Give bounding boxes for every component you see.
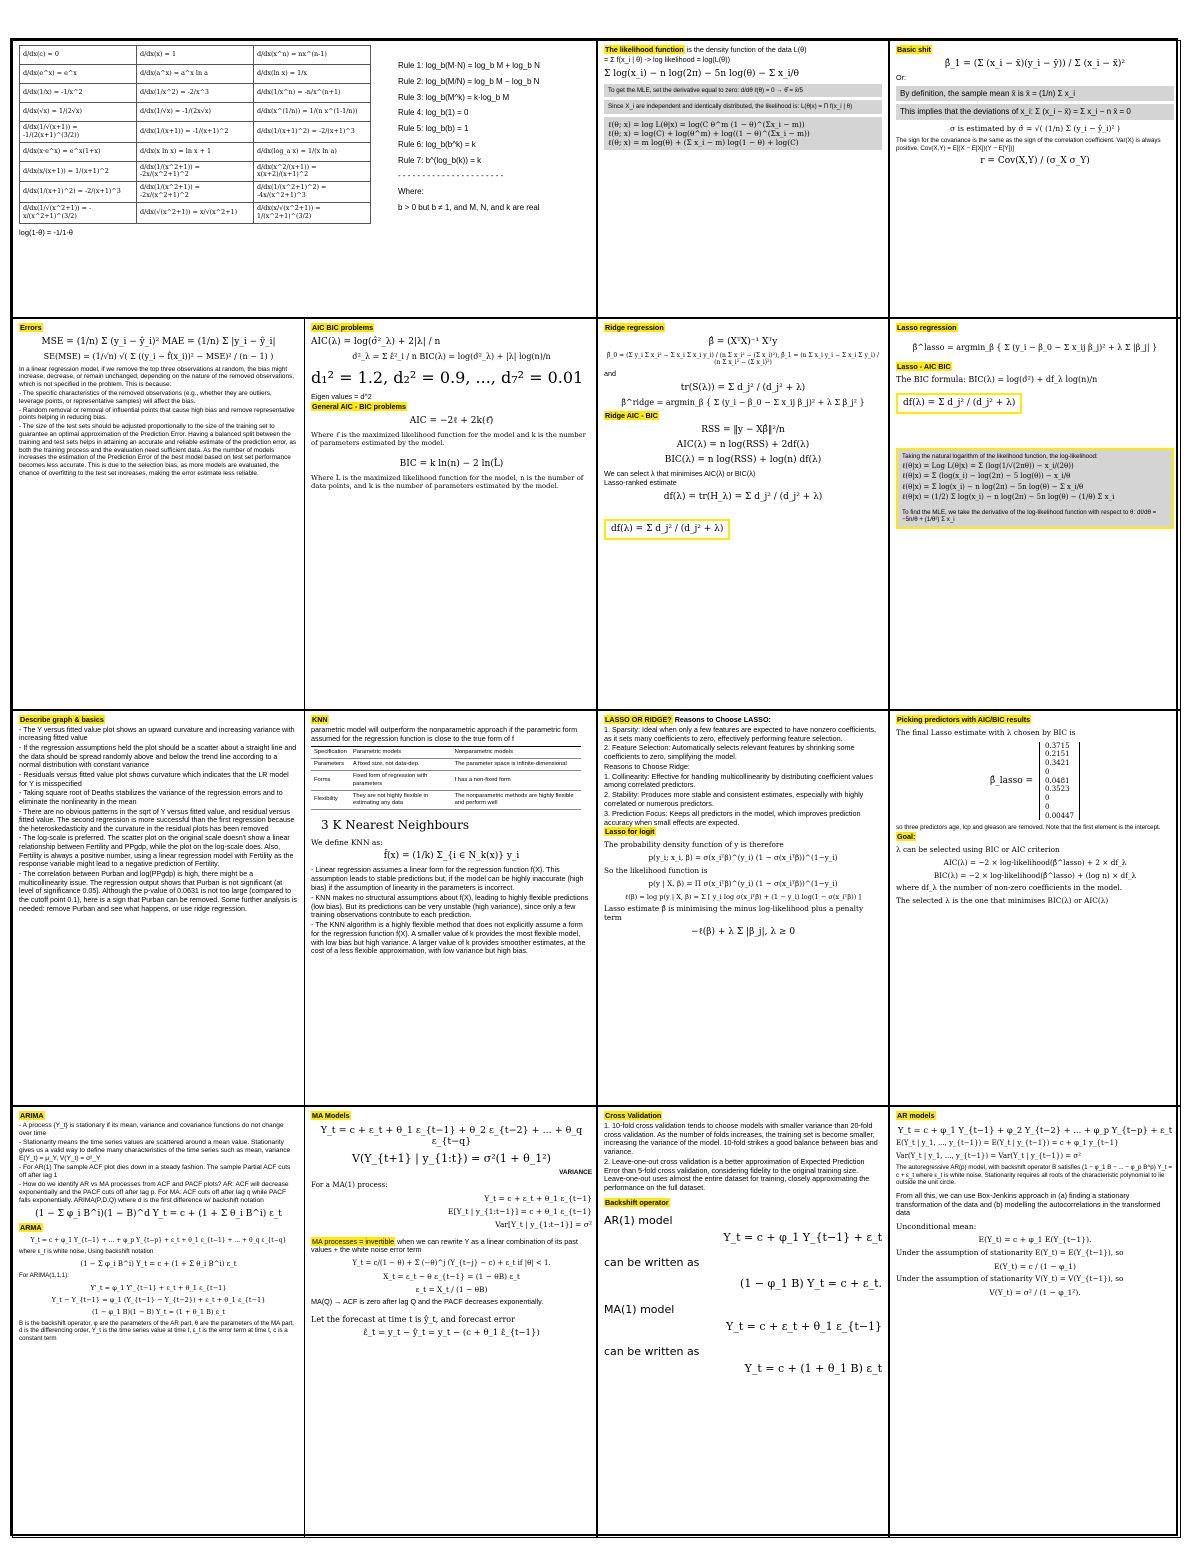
- ar-eq1: Y_t = c + φ_1 Y_{t−1} + φ_2 Y_{t−2} + ... + φ_p Y_{t−p} + ε_t: [897, 1124, 1173, 1135]
- predictors-txt2: so three predictors age, lcp and gleason are removed. Note that the first element is the intercept.: [896, 824, 1161, 832]
- knn-eq: f̂(x) = (1/k) Σ_{i ∈ N_k(x)} y_i: [383, 851, 520, 862]
- table-row: [311, 790, 581, 809]
- paragraph: - The size of the test sets should be adjusted proportionally to the size of the training set to guarantee an optimal approximation of the Prediction Error. Having a balanced split between the training and test sets helps in attaining an accurate and reliable estimate of the prediction error, as both the training process and the evaluation need sufficient data. As the number of models increases the estimation of the Prediction Error of the best model based on test set performance becomes less accurate. This is due to the selection bias, as more models are evaluated, the chance of overfitting to the test set increases, making the error estimate less reliable.: [19, 423, 297, 478]
- graph-paragraphs: [19, 726, 298, 913]
- derivative-formula: d/dx(e^x) = e^x: [20, 65, 137, 84]
- logit-eq4: −ℓ(β) + λ Σ |β_j|, λ ≥ 0: [690, 926, 796, 937]
- arma-title: ARMA: [20, 1223, 42, 1233]
- paragraph: - If the regression assumptions held the plot should be a scatter about a straight line and the data should be spread randomly above and below the trend line according to a normal distribution with constant variance: [19, 744, 297, 770]
- derivative-formula: d/dx(1/(x^2+1)^2) = -4x/(x^2+1)^3: [254, 182, 371, 203]
- ma-txt3: MA(Q) → ACF is zero after lag Q and the PACF decreases exponentially.: [311, 1296, 544, 1306]
- arma-txt3: B is the backshift operator, φ are the parameters of the AR part, θ are the parameters of the MA part, d is the differencing order, Y_t is the time series value at time t, ε_t is the error term at time t, c is a constant term: [19, 1319, 295, 1343]
- aic-eq4: BIC = k ln(n) − 2 ln(L̂): [399, 459, 504, 470]
- arima-cell: [13, 1107, 305, 1537]
- ma-variance-label: VARIANCE: [559, 1169, 592, 1177]
- basic-cell: [889, 40, 1181, 318]
- log-rule: Rule 2: log_b(M/N) = log_b M − log_b N: [398, 76, 540, 86]
- basic-note: The sign for the covariance is the same as the sign of the correlation coefficient. Var(X) is always positive. Cov(X,Y) = E[(X − E[X])(Y − E[Y])]: [896, 137, 1161, 152]
- lasso-vector-label: β̂_lasso =: [990, 775, 1034, 786]
- ar-eq6: V(Y_t) = σ² / (1 − φ_1²).: [989, 1287, 1081, 1297]
- table-cell: Flexibility: [311, 790, 350, 809]
- derivative-formula: d/dx(x^2/(x+1)) = x(x+2)/(x+1)^2: [254, 161, 371, 182]
- ma-eq5a: X_t = ε_t − θ ε_{t−1} = (1 − θB) ε_t: [383, 1271, 520, 1281]
- ar-eq3: Var(Y_t | y_1, ..., y_{t−1}) = Var(Y_t | y_{t−1}) = σ²: [896, 1151, 1081, 1160]
- ma-eq5b: ε_t = X_t / (1 − θB): [415, 1284, 488, 1294]
- backshift-block: [604, 1214, 882, 1376]
- lasso-or-ridge-cell: [597, 710, 889, 1106]
- log-rule: Rule 4: log_b(1) = 0: [398, 108, 469, 118]
- likelihood-eq2c: ℓ(θ; x) = m log(θ) + (Σ x_i − m) log(1 − θ) + log(C): [608, 137, 799, 147]
- backshift-l4: can be written as: [604, 1344, 700, 1358]
- likelihood-line2: = Σ f(x_i | θ) -> log likelihood = log(L(θ)): [604, 54, 730, 64]
- paragraph: - Residuals versus fitted value plot shows curvature which indicates that the LR model for Y is misspecified: [19, 770, 289, 788]
- paragraph: - Stationarity means the time series values are scattered around a mean value. Stationarity gives us a valid way to define many characteristics of the time series such as mean, variance E(Y_t) = μ_Y, V(Y_t) = σ²_Y: [19, 1138, 291, 1162]
- paragraph: Reasons to Choose Ridge:: [604, 761, 690, 771]
- derivative-formula: d/dx(1/√x) = -1/(2x√x): [137, 103, 254, 122]
- ma-eq2: V(Y_{t+1} | y_{1:t}) = σ²(1 + θ_1²): [352, 1151, 551, 1165]
- log-rule: Rule 5: log_b(b) = 1: [398, 124, 469, 133]
- derivative-row: [20, 161, 371, 182]
- paragraph: - There are no obvious patterns in the sqrt of Y versus fitted value, and residual versus fitted value. The second regression is more successful than the first regression because the heteroskedasticity and the curvature in the residual plots has been removed: [19, 807, 295, 833]
- ar-txt3: Under the assumption of stationarity E(Y_t) = E(Y_{t−1}), so: [896, 1247, 1124, 1257]
- coefficient-value: 0.3715: [1045, 741, 1070, 750]
- table-header: Parametric models: [350, 747, 452, 759]
- likelihood-derivation: [604, 117, 882, 150]
- derivative-formula: d/dx(1/x) = -1/x^2: [20, 84, 137, 103]
- arima-paragraphs: [19, 1122, 298, 1205]
- cv-paragraphs: [604, 1122, 882, 1193]
- lasso-coefficient-vector: [1039, 742, 1080, 821]
- derivative-formula: d/dx(x ln x) = ln x + 1: [137, 142, 254, 161]
- coefficient-value: 0: [1045, 794, 1050, 803]
- errors-cell: [13, 319, 305, 709]
- backshift-l3: MA(1) model: [604, 1302, 675, 1316]
- loglik-line: ℓ(θ|x) = Σ log(x_i) − n log(2π) − 5n log(θ) − Σ x_i/θ: [902, 482, 1084, 491]
- aic-where2: Where L̂ is the maximized likelihood function for the model, n is the number of data points, and k is the number of parameters estimated by the model.: [311, 474, 584, 491]
- arima-ma-container: [12, 1106, 597, 1538]
- ma-eq3a: Y_t = c + ε_t + θ_1 ε_{t−1}: [484, 1193, 592, 1203]
- paragraph: - The specific characteristics of the removed observations (e.g., whether they are outliers, leverage points, or representative samples) will affect the bias.: [19, 389, 272, 405]
- paragraph: 1. Collinearity: Effective for handling multicollinearity by distributing coefficient values among correlated predictors.: [604, 771, 874, 790]
- table-cell: Forms: [311, 771, 350, 790]
- paragraph: 2. Leave-one-out cross validation is a better approximation of Expected Prediction Error than 5-fold cross validation, considering fidelity to the original training size. Leave-one-out uses almost the entire dataset for training, closely approximating the performance on the full dataset.: [604, 1156, 870, 1193]
- logit-txt2: So the likelihood function is: [604, 865, 708, 875]
- log-rule: Rule 3: log_b(M^k) = k·log_b M: [398, 92, 510, 102]
- goal-title: Goal:: [897, 831, 916, 841]
- table-header: Nonparametric models: [452, 747, 581, 759]
- table-cell: Parameters: [311, 759, 350, 771]
- coefficient-value: 0.3523: [1045, 785, 1070, 794]
- derivative-formula: d/dx(ln x) = 1/x: [254, 65, 371, 84]
- arma-eq3: (1 − Σ φ_i B^i) Y_t = c + (1 + Σ θ_i B^i) ε_t: [80, 1259, 237, 1268]
- knn-comparison-table: [311, 746, 581, 809]
- ar-eq2: E(Y_t | y_1, ..., y_{t−1}) = E(Y_t | y_{t−1}) = c + φ_1 y_{t−1}: [896, 1139, 1119, 1148]
- predictors-bic: BIC(λ) = −2 × log-likelihood(β̂^lasso) + (log n) × df_λ: [933, 870, 1137, 880]
- ar-title: AR models: [897, 1111, 935, 1120]
- likelihood-title: The likelihood function: [605, 45, 684, 54]
- table-cell: They are not highly flexible in estimating any data: [350, 790, 452, 809]
- arma-eq4b: Y_t − Y_{t−1} = φ_1 (Y_{t−1} − Y_{t−2}) + ε_t + θ_1 ε_{t−1}: [51, 1295, 266, 1304]
- lasso-logit-title: Lasso for logit: [605, 827, 655, 837]
- paragraph: - Random removal or removal of influential points that cause high bias and remove representative points helping in reducing bias.: [19, 406, 295, 422]
- lasso-gray-end: To find the MLE, we take the derivative of the log-likelihood function with respect to θ: dℓ/dθ = −5n/θ + (1/θ²) Σ x_i: [902, 508, 1157, 524]
- table-header: Specification: [311, 747, 350, 759]
- lassoridge-title-rest: Reasons to Choose LASSO:: [672, 715, 771, 724]
- log-rule: Rule 1: log_b(M·N) = log_b M + log_b N: [398, 61, 540, 70]
- ridge-df-box: df(λ) = Σ d_j² / (d_j² + λ): [604, 519, 730, 540]
- log-rule: Where:: [398, 187, 424, 196]
- cheat-sheet-grid: [10, 38, 1178, 1536]
- knn-def: We define KNN as:: [311, 838, 383, 848]
- loglik-line: ℓ(θ|x) = Log L(θ|x) = Σ (log(1/√(2πθ)) − x_i/(2θ)): [902, 461, 1074, 470]
- ma-eq3c: Var[Y_t | y_{1:t−1}] = σ²: [495, 1220, 592, 1230]
- likelihood-eq2b: ℓ(θ; x) = log(C) + log(θ^m) + log((1 − θ)^(Σx_i − m)): [608, 128, 810, 138]
- paragraph: - The correlation between Purban and log(PPgdp) is high, there might be a multicollinearity issue. The regression output shows that Purban is not significant (at level of significance 0.05). Although the p-value of 0.0631 is not too large (compared to the cutoff point 0.1), here is a sign that Purban can be removed. Some further analysis is needed: remove Purban and see what happens, or use ridge regression.: [19, 870, 297, 913]
- ma-txt2: when we can rewrite Y as a linear combination of its past values + the white noise error term: [311, 1236, 578, 1255]
- arma-eq4c: (1 − φ_1 B)(1 − B) Y_t = (1 + θ_1 B) ε_t: [91, 1307, 226, 1316]
- table-cell: Fixed form of regression with parameters: [350, 771, 452, 790]
- aic-eq1: AIC(λ) = log(σ̂²_λ) + 2|λ| / n: [311, 336, 441, 347]
- arma-txt1: where ε_t is white noise, Using backshift notation: [19, 1248, 154, 1256]
- lasso-gray-box: [896, 448, 1174, 529]
- paragraph: - For AR(1) The sample ACF plot dies down in a steady fashion. The sample Partial ACF cuts off after lag 1: [19, 1163, 291, 1179]
- aic-subtitle: General AIC - BIC problems: [312, 401, 406, 411]
- derivative-row: [20, 65, 371, 84]
- aic-eigen-label: Eigen values = d^2: [311, 392, 372, 402]
- backshift-e1: Y_t = c + φ_1 Y_{t−1} + ε_t: [723, 1231, 882, 1244]
- paragraph: - The Y versus fitted value plot shows an upward curvature and increasing variance with increasing fitted value: [19, 725, 295, 743]
- lassoridge-title: LASSO OR RIDGE?: [605, 715, 672, 724]
- lasso-cell: [889, 318, 1181, 710]
- aic-eigenvalues: d₁² = 1.2, d₂² = 0.9, ..., d₇² = 0.01: [311, 367, 584, 387]
- logit-eq1: p(y_i; x_i, β) = σ(x_iᵀβ)^(y_i) (1 − σ(x_iᵀβ))^(1−y_i): [648, 853, 838, 863]
- lasso-gray-title: Taking the natural logarithm of the likelihood function, the log-likelihood:: [902, 453, 1098, 461]
- derivative-formula: d/dx(√x) = 1/(2√x): [20, 103, 137, 122]
- ar-eq4: E(Y_t) = c + φ_1 E(Y_{t−1}).: [978, 1235, 1092, 1245]
- log-rule: Rule 6: log_b(b^k) = k: [398, 139, 476, 149]
- ar-txt2: Unconditional mean:: [896, 1222, 977, 1232]
- knn-heading: 3 K Nearest Neighbours: [321, 817, 469, 832]
- ridge-cell: [597, 318, 889, 710]
- ridge-title: Ridge regression: [605, 323, 664, 332]
- coefficient-value: 0: [1045, 767, 1050, 776]
- lassoridge-paragraphs: [604, 726, 882, 828]
- predictors-txt4: where df_λ the number of non-zero coefficients in the model.: [896, 883, 1123, 893]
- basic-eq1: β̂_1 = (Σ (x_i − x̄)(y_i − ȳ)) / Σ (x_i − x̄)²: [945, 58, 1125, 69]
- ridge-eq7: BIC(λ) = n log(RSS) + log(n) df(λ): [664, 454, 822, 465]
- paragraph: - KNN makes no structural assumptions about f(X), leading to highly flexible predictions (low bias). But its predictions can be very unstable (high variance), since only a few training observations contribute to each prediction.: [311, 892, 589, 920]
- backshift-e3: Y_t = c + ε_t + θ_1 ε_{t−1}: [725, 1319, 882, 1333]
- graph-title: Describe graph & basics: [20, 715, 104, 724]
- table-row: [311, 759, 581, 771]
- ar-eq5: E(Y_t) = c / (1 − φ_1): [993, 1261, 1077, 1271]
- paragraph: - The log-scale is preferred. The scatter plot on the original scale doesn't show a linear relationship between Fertility and PPgdp, while the plot on the log-scale does. Also, Fertility is always a positive number, using a linear regression model with Fertility as the response variable might lead to a negative prediction of Fertility.: [19, 834, 294, 869]
- arma-txt2: For ARIMA(1,1,1):: [19, 1272, 69, 1280]
- arma-eq2: Y_t = c + φ_1 Y_{t−1} + ... + φ_p Y_{t−p} + ε_t + θ_1 ε_{t−1} + ... + θ_q ε_{t−q}: [30, 1236, 287, 1244]
- derivative-formula: d/dx(1/(x+1)^2) = -2/(x+1)^3: [254, 122, 371, 143]
- ar-note: The autoregressive AR(p) model, with backshift operator B satisfies (1 − φ_1 B − ... − φ_p B^p) Y_t = c + ε_t where ε_t is white noise. Stationarity requires all roots of the characteristic polynomial to lie outside the unit circle.: [896, 1164, 1172, 1187]
- basic-gray1: By definition, the sample mean x̄ is x̄ = (1/n) Σ x_i: [896, 86, 1174, 102]
- ma-txt4: Let the forecast at time t is ŷ_t, and forecast error: [311, 1314, 515, 1324]
- ma-cell: [305, 1107, 597, 1537]
- coefficient-value: 0: [1045, 802, 1050, 811]
- likelihood-gray2: Since X_i are independent and identically distributed, the likelihood is: L(θ|x) = Π f(x_i | θ): [604, 100, 882, 114]
- derivative-row: [20, 182, 371, 203]
- ridge-eq8: df(λ) = tr(H_λ) = Σ d_j² / (d_j² + λ): [663, 492, 823, 503]
- arima-title: ARIMA: [20, 1111, 44, 1120]
- backshift-e2: (1 − φ_1 B) Y_t = c + ε_t.: [740, 1277, 882, 1291]
- graph-knn-container: [12, 710, 597, 1106]
- derivative-formula: d/dx(x/(x+1)) = 1/(x+1)^2: [20, 161, 137, 182]
- log-rule: - - - - - - - - - - - - - - - - - - - - - -: [398, 171, 504, 181]
- ridge-eq5: RSS = ‖y − Xβ̂‖²/n: [701, 424, 785, 435]
- derivative-formula: d/dx(a^x) = a^x ln a: [137, 65, 254, 84]
- derivative-formula: d/dx(x·e^x) = e^x(1+x): [20, 142, 137, 161]
- ma-eq6: ε̂_t = y_t − ŷ_t = y_t − (c + θ_1 ε̂_{t−1}): [363, 1328, 540, 1339]
- paragraph: 2. Stability: Produces more stable and consistent estimates, especially with highly correlated or numerous predictors.: [604, 790, 864, 809]
- ridge-subtitle: Ridge AIC - BIC: [605, 410, 658, 420]
- knn-paragraphs: [311, 866, 592, 956]
- paragraph: 2. Feature Selection: Automatically selects relevant features by shrinking some coefficients to zero, simplifying the model.: [604, 743, 855, 762]
- basic-eq2: r = Cov(X,Y) / (σ_X σ_Y): [980, 156, 1090, 167]
- derivative-formula: d/dx(x) = 1: [137, 46, 254, 65]
- likelihood-eq1: Σ log(x_i) − n log(2π) − 5n log(θ) − Σ x_i/θ: [604, 68, 799, 79]
- lasso-vector-block: [896, 742, 1174, 821]
- predictors-txt1: The final Lasso estimate with λ chosen by BIC is: [896, 727, 1076, 737]
- errors-paragraphs: [19, 366, 298, 478]
- ridge-and: and: [604, 369, 616, 379]
- logit-eq2: p(y | X, β) = Π σ(x_iᵀβ)^(y_i) (1 − σ(x_iᵀβ))^(1−y_i): [648, 878, 838, 888]
- errors-eq2: SE(MSE) = (1/√n) √( Σ ((y_i − f̂(x_i))² − MSE)² / (n − 1) ): [43, 351, 274, 361]
- table-cell: The nonparametric methods are highly flexible and perform well: [452, 790, 581, 809]
- ridge-eq3: tr(S(λ)) = Σ d_j² / (d_j² + λ): [680, 383, 806, 394]
- errors-aic-container: [12, 318, 597, 710]
- aic-eq2: σ̂²_λ = Σ ε̂²_i / n BIC(λ) = log(σ̂²_λ) + |λ| log(n)/n: [352, 351, 551, 361]
- table-cell: f has a non-fixed form: [452, 771, 581, 790]
- lasso-df-box: df(λ) = Σ d_j² / (d_j² + λ): [896, 393, 1022, 414]
- ma-invertible: MA processes = invertible: [312, 1236, 395, 1246]
- derivative-formula: d/dx(1/√(x^2+1)) = -x/(x^2+1)^(3/2): [20, 202, 137, 223]
- logit-txt1: The probability density function of y is therefore: [604, 840, 784, 850]
- derivative-row: [20, 46, 371, 65]
- derivative-formula: d/dx(x^n) = nx^(n-1): [254, 46, 371, 65]
- ridge-eq1: β̂ = (XᵀX)⁻¹ Xᵀy: [708, 336, 778, 347]
- errors-eq1: MSE = (1/n) Σ (y_i − ŷ_i)² MAE = (1/n) Σ |y_i − ŷ_i|: [41, 336, 276, 347]
- paragraph: 1. Sparsity: Ideal when only a few features are expected to have nonzero coefficients, as it sets many coefficients to zero, effectively performing feature selection.: [604, 724, 876, 743]
- derivatives-table: [19, 45, 371, 224]
- basic-gray2: This implies that the deviations of x_i: Σ (x_i − x̄) = Σ x_i − n x̄ = 0: [896, 104, 1174, 120]
- log-rules: [398, 55, 588, 219]
- paragraph: - The KNN algorithm is a highly flexible method that does not explicitly assume a form for the regression function f(X). A smaller value of k provides the most flexible model, with low bias but high variance. A larger value of k provides smoother estimates, at the cost of a less flexible approximation, with low variance but high bias.: [311, 920, 586, 956]
- derivative-row: [20, 142, 371, 161]
- aic-eq3: AIC = −2ℓ + 2k(ℓ̂): [409, 415, 494, 426]
- derivative-formula: d/dx(1/(x+1)) = -1/(x+1)^2: [137, 122, 254, 143]
- derivative-formula: d/dx(1/√(x+1)) = -1/(2(x+1)^(3/2)): [20, 122, 137, 143]
- predictors-txt5: The selected λ is the one that minimises BIC(λ) or AIC(λ): [896, 896, 1109, 906]
- ridge-txt2: Lasso-ranked estimate: [604, 478, 677, 488]
- loglik-line: ℓ(θ|x) = Σ (log(x_i) − log(2π) − 5 log(θ)) − x_i/θ: [902, 472, 1071, 481]
- lasso-gray-lines: [902, 461, 1168, 503]
- basic-or: Or:: [896, 72, 906, 82]
- log-footer-note: log(1-θ) = -1/1-θ: [19, 227, 73, 237]
- ma-txt1: For a MA(1) process:: [311, 1180, 388, 1190]
- log-rule: Rule 7: b^(log_b(k)) = k: [398, 155, 482, 165]
- basic-title: Basic shit: [897, 45, 931, 54]
- paragraph: 3. Prediction Focus: Keeps all predictors in the model, which improves prediction accuracy when small effects are expected.: [604, 808, 861, 827]
- coefficient-value: 0.3421: [1045, 759, 1070, 768]
- errors-title: Errors: [20, 323, 42, 332]
- cross-validation-cell: [597, 1106, 889, 1538]
- logit-txt3: Lasso estimate β̂ is minimising the minus log-likelihood plus a penalty term: [604, 903, 864, 922]
- knn-cell: [305, 711, 597, 1105]
- derivative-row: [20, 122, 371, 143]
- loglik-line: ℓ(θ|x) = (1/2) Σ log(x_i) − n log(2π) − 5n log(θ) − (1/θ) Σ x_i: [902, 493, 1115, 502]
- ridge-eq4: β̂^ridge = argmin_β { Σ (y_i − β_0 − Σ x_ij β_j)² + λ Σ β_j² }: [621, 398, 865, 408]
- paragraph: - A process {Y_t} is stationary if its mean, variance and covariance functions do not change over time: [19, 1121, 284, 1137]
- likelihood-intro: is the density function of the data L(θ): [684, 45, 807, 54]
- ridge-eq2: β̂_0 = (Σ y_i Σ x_i² − Σ x_i Σ x_i y_i) / (n Σ x_i² − (Σ x_i)²), β̂_1 = (n Σ x_i y_i − Σ x_i Σ y_i) / (n Σ x_i² − (Σ x_i)²): [606, 351, 880, 367]
- ma-eq1: Y_t = c + ε_t + θ_1 ε_{t−1} + θ_2 ε_{t−2} + ... + θ_q ε_{t−q}: [320, 1124, 583, 1148]
- likelihood-eq2a: ℓ(θ; x) = log L(θ|x) = log(C θ^m (1 − θ)^(Σx_i − m)): [608, 119, 805, 129]
- derivative-formula: d/dx(c) = 0: [20, 46, 137, 65]
- ridge-txt1: We can select λ that minimises AIC(λ) or BIC(λ): [604, 468, 756, 478]
- derivative-formula: d/dx(1/(x+1)^2) = -2/(x+1)^3: [20, 182, 137, 203]
- table-cell: The parameter space is infinite-dimensional: [452, 759, 581, 771]
- arima-eq1: (1 − Σ φ_i B^i)(1 − B)^d Y_t = c + (1 + Σ θ_i B^i) ε_t: [35, 1209, 282, 1220]
- ar-txt1: From all this, we can use Box-Jenkins approach in (a) finding a stationary transformation of the data and (b) modelling the autocorrelations in the transformed data: [896, 1190, 1161, 1218]
- derivative-row: [20, 103, 371, 122]
- lasso-bic: The BIC formula: BIC(λ) = log(σ̂²) + df_λ log(n)/n: [896, 375, 1098, 385]
- derivative-formula: d/dx(1/x^2) = -2/x^3: [137, 84, 254, 103]
- derivative-formula: d/dx(1/(x^2+1)) = -2x/(x^2+1)^2: [137, 161, 254, 182]
- cv-title: Cross Validation: [605, 1111, 662, 1120]
- ma-title: MA Models: [312, 1111, 350, 1120]
- predictors-cell: [889, 710, 1181, 1106]
- knn-intro: parametric model will outperform the nonparametric approach if the parametric form assumed for the regression function is close to the true form of f: [311, 724, 578, 743]
- backshift-title: Backshift operator: [605, 1198, 669, 1208]
- ar-models-cell: [889, 1106, 1181, 1538]
- aic-title: AIC BIC problems: [312, 323, 374, 332]
- logit-eq3: ℓ(β) = log p(y | X, β) = Σ [ y_i log σ(x_iᵀβ) + (1 − y_i) log(1 − σ(x_iᵀβ)) ]: [625, 892, 861, 901]
- aic-cell: [305, 319, 597, 709]
- backshift-e4: Y_t = c + (1 + θ_1 B) ε_t: [744, 1362, 882, 1376]
- graph-cell: [13, 711, 305, 1105]
- derivative-formula: d/dx(log_a x) = 1/(x ln a): [254, 142, 371, 161]
- ma-eq3b: E[Y_t | y_{1:t−1}] = c + θ_1 ε_{t−1}: [448, 1207, 592, 1217]
- aic-where1: Where ℓ̂ is the maximized likelihood function for the model and k is the number of parameters estimated by the model.: [311, 430, 586, 447]
- ridge-eq6: AIC(λ) = n log(RSS) + 2df(λ): [676, 439, 810, 450]
- lasso-title: Lasso regression: [897, 323, 957, 332]
- ar-txt4: Under the assumption of stationarity V(Y_t) = V(Y_{t−1}), so: [896, 1273, 1124, 1283]
- paragraph: - Taking square root of Deaths stabilizes the variance of the regression errors and to eliminate the nonlinearity in the mean: [19, 789, 283, 806]
- paragraph: - How do we identify AR vs MA processes from ACF and PACF plots? AR: ACF will decrease exponentially and the PACF cuts off after lag p. For MA: ACF cuts off after lag q while PACF falls exponentially. ARIMA(P,D,Q) where d is the first difference w/ backshift notation: [19, 1181, 289, 1205]
- derivative-row: [20, 202, 371, 223]
- derivative-formula: d/dx(x/√(x^2+1)) = 1/(x^2+1)^(3/2): [254, 202, 371, 223]
- basic-sigma: σ is estimated by σ̂ = √( (1/n) Σ (y_i − ŷ_i)² ): [950, 124, 1120, 134]
- backshift-l1: AR(1) model: [604, 1213, 673, 1227]
- ma-eq4: Y_t = c/(1 − θ) + Σ (−θ)^j (Y_{t−j} − c) + ε_t if |θ| < 1.: [352, 1259, 551, 1268]
- likelihood-gray1: To get the MLE, set the derivative equal to zero: d/dθ ℓ(θ) = 0 → θ̂ = x̄/5: [604, 84, 882, 98]
- derivative-formula: d/dx(1/x^n) = -n/x^(n+1): [254, 84, 371, 103]
- table-row: [311, 771, 581, 790]
- knn-title: KNN: [312, 715, 328, 724]
- derivative-formula: d/dx(x^(1/n)) = 1/(n x^(1-1/n)): [254, 103, 371, 122]
- log-rule: b > 0 but b ≠ 1, and M, N, and k are real: [398, 202, 540, 212]
- lasso-subtitle: Lasso - AIC BIC: [897, 361, 951, 371]
- predictors-aic: AIC(λ) = −2 × log-likelihood(β̂^lasso) + 2 × df_λ: [943, 857, 1127, 867]
- derivative-formula: d/dx(√(x^2+1)) = x/√(x^2+1): [137, 202, 254, 223]
- likelihood-cell: [597, 40, 889, 318]
- backshift-l2: can be written as: [604, 1256, 700, 1270]
- arma-eq4a: Y'_t = φ_1 Y'_{t−1} + ε_t + θ_1 ε_{t−1}: [90, 1283, 227, 1292]
- paragraph: 1. 10-fold cross validation tends to choose models with smaller variance than 20-fold cross validation. As the number of folds increases, the training set is become smaller, increasing the variance of the model. 10-fold strikes a good balance between bias and variance.: [604, 1120, 878, 1157]
- predictors-txt3: λ can be selected using BIC or AIC criterion: [896, 844, 1060, 854]
- table-cell: A fixed size, not data-dep.: [350, 759, 452, 771]
- coefficient-value: 0.2151: [1045, 750, 1070, 759]
- predictors-title: Picking predictors with AIC/BIC results: [897, 715, 1031, 724]
- paragraph: - Linear regression assumes a linear form for the regression function f(X). This assumption leads to stable predictions but, if the model can be highly inaccurate (high bias) if the assumption of linearity in the parameters is incorrect.: [311, 865, 584, 893]
- derivative-formula: d/dx(1/(x^2+1)) = -2x/(x^2+1)^2: [137, 182, 254, 203]
- derivative-row: [20, 84, 371, 103]
- lasso-eq1: β̂^lasso = argmin_β { Σ (y_i − β_0 − Σ x_ij β_j)² + λ Σ |β_j| }: [912, 342, 1158, 352]
- coefficient-value: 0.0481: [1045, 776, 1070, 785]
- paragraph: In a linear regression model, if we remove the top three observations at random, the bias might increase, decrease, or remain unchanged, depending on the nature of the removed observations, which is not specified in the problem. This is because:: [19, 365, 294, 389]
- derivatives-cell: [12, 40, 597, 318]
- coefficient-value: 0.00447: [1045, 811, 1074, 820]
